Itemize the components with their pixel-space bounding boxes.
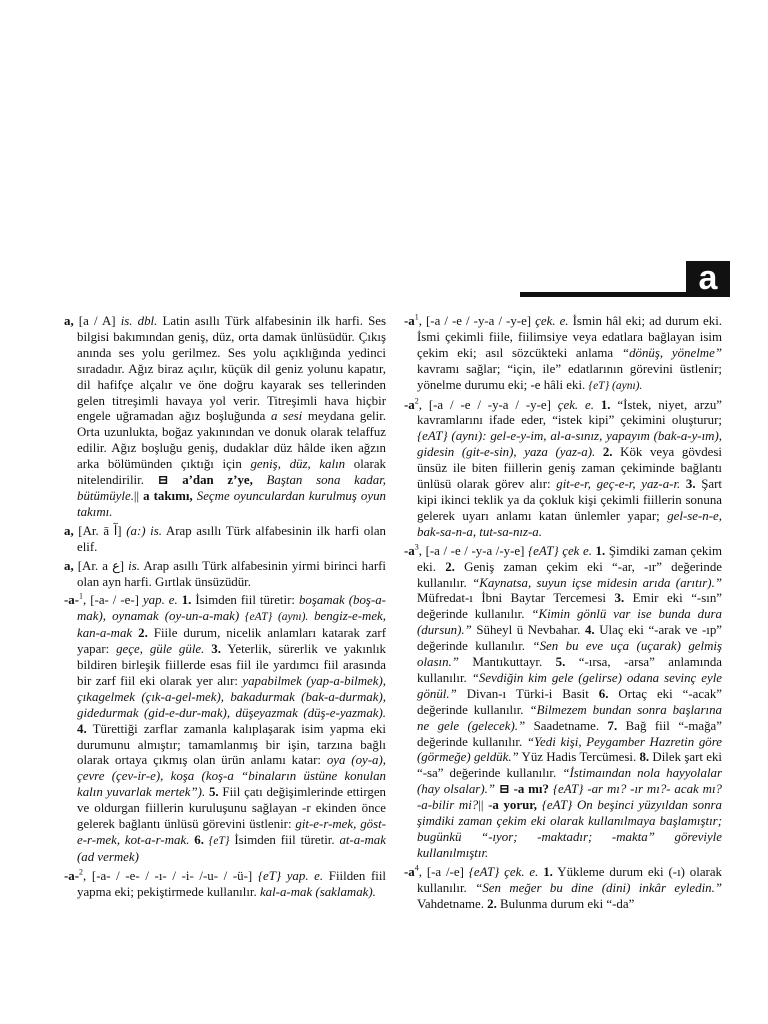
example-text: geniş, düz, kalın — [250, 457, 346, 472]
sub-headword: a takımı, — [143, 488, 193, 503]
headword-index: 2 — [79, 867, 84, 877]
entry-text: [Ar. ā — [73, 523, 114, 538]
headword-index: 1 — [414, 314, 419, 322]
entry-text: Geniş zaman çekim eki “-ar, -ır” değerinde kullanılır. — [417, 559, 722, 590]
sense-number: 3. — [211, 642, 221, 657]
entry-text: Fiile durum, nicelik anlamları katarak zarf yapar: — [77, 626, 386, 657]
entry-text: Yükleme durum eki (-ı) olarak kullanılır. — [417, 864, 722, 895]
sense-number: 8. — [639, 750, 650, 765]
headword: -a — [404, 397, 415, 412]
entry-text: Arap asıllı Türk alfabesinin ilk harfi olan elif. — [77, 523, 386, 554]
grammar-label: {eT} yap. e. — [257, 868, 324, 883]
entry-text: [Ar. a — [73, 558, 113, 573]
sense-number: 3. — [614, 591, 625, 606]
entry-text: Şimdiki zaman çekim eki. — [417, 543, 722, 574]
entry-text: İsimden fiil türetir: — [191, 593, 299, 608]
example-text: boşamak (boş-a-mak), oynamak (oy-un-a-mak) — [77, 593, 386, 624]
sense-number: 1. — [543, 864, 553, 879]
entry-text: , [-a / -e / -y-a /-y-e] — [418, 543, 529, 558]
source-name: Yüz Hadis Tercümesi. — [518, 750, 640, 765]
entry-text: ] — [119, 558, 129, 573]
sense-number: 2. — [138, 626, 148, 641]
sense-number: 2. — [602, 445, 613, 460]
definition-text: Seçme oyunculardan kurulmuş oyun takımı. — [77, 488, 386, 519]
definition-text: {eAT} On beşinci yüzyıldan sonra şimdiki zaman çekim eki olarak kullanılmaya başlamıştır; bugünkü “-ıyor; -maktadır; -makta” göreviyle kullanılmıştır. — [417, 798, 722, 860]
headword: a, — [64, 314, 74, 328]
quote-text: “Yedi kişi, Peygamber Hazretin göre (görmeğe) geldük.” — [417, 734, 722, 765]
entry-a-suffix-1 — [64, 593, 386, 865]
grammar-label: is. dbl. — [120, 314, 158, 328]
source-tag: {eAT} (aynı). — [239, 611, 315, 624]
entry-text: kavramı sağlar; “için, ile” edatlarının görevini üstlenir; yönelme durumu eki; -e hâli eki. — [417, 361, 722, 392]
example-text: geçe, güle güle. — [116, 642, 205, 657]
entry-text: “İstek, niyet, arzu” kavramlarını ifade eder, “istek kipi” çekimini oluşturur; — [417, 397, 722, 428]
example-text: gel-se-n-e, bak-sa-n-a, tut-sa-nız-a. — [417, 508, 722, 539]
entry-text: Bulunma durum eki “-da” — [496, 896, 635, 911]
entry-text: Şart kipi ikinci teklik ya da çokluk kişi çekimli fiillerin sonuna gelerek uyarı anlamı katan ünlemler yapar; — [417, 477, 722, 523]
source-name: Süheyl ü Nevbahar. — [471, 623, 585, 638]
entry-text: İsimden fiil türetir. — [229, 833, 340, 847]
header-rule — [520, 292, 686, 297]
sense-number: 6. — [598, 686, 609, 701]
entry-text: Kök veya gövdesi ünsüz ile biten fiillerin geniş zaman çekiminde bağlantı ünlüsü olarak görev alır: — [417, 445, 722, 492]
sense-number: 1. — [595, 543, 606, 558]
headword-index: 1 — [79, 592, 84, 602]
example-text: bengiz-e-mek, kan-a-mak — [77, 609, 386, 641]
sense-number: 4. — [584, 623, 595, 638]
entry-text: Dilek şart eki “-sa” değerinde kullanılır. — [417, 750, 722, 781]
source-tag: {eT} (aynı). — [588, 379, 643, 392]
sense-number: 1. — [600, 397, 611, 412]
left-column — [64, 314, 386, 1014]
example-text: yapabilmek (yap-a-bilmek), çıkagelmek (çık-a-gel-mek), bakadurmak (bak-a-durmak), gidedurmak (gid-e-dur-mak), düşeyazmak (düş-e-yazmak). — [77, 673, 386, 720]
entry-text: olarak nitelendirilir. — [77, 457, 386, 488]
headword-index: 3 — [414, 542, 419, 552]
entry-text: Fiil çatı değişimlerinde ettirgen ve oldurgan fiillerin kuruluşunu sağlayan -r ekinden önce gelerek bağlantı ünlüsü görevini üstlenir: — [77, 785, 386, 832]
sense-number: 1. — [181, 593, 192, 608]
sub-headword: a yorur, — [492, 798, 538, 813]
sense-number: 5. — [555, 655, 566, 670]
entry-text: Arap asıllı Türk alfabesinin yirmi birinci harfi olan ayn harfi. Gırtlak ünsüzüdür. — [77, 558, 386, 589]
entry-text: Emir eki “-sın” değerinde kullanılır. — [417, 591, 722, 622]
entry-a-latin — [64, 314, 386, 521]
source-name: Müfredat-ı İbni Baytar Tercemesi — [417, 591, 615, 606]
entry-a-case-1 — [404, 314, 722, 395]
quote-text: “Bilmezem bundan sonra başlarına ne gele (gelecek).” — [417, 702, 722, 733]
entry-text: İsmin hâl eki; ad durum eki. İsmi çekimli fiile, fiilimsiye veya edatlara bağlayan isim çekim eki; asıl sözcükteki anlama — [417, 314, 722, 360]
sense-number: 5. — [208, 785, 219, 800]
source-name: Vahdetname. — [417, 896, 488, 911]
source-name: Saadetname. — [525, 718, 608, 733]
entry-text: Fiilden fiil yapma eki; pekiştirmede kullanılır. — [77, 868, 386, 899]
space — [595, 445, 603, 459]
grammar-label: (a:) is. — [126, 523, 162, 538]
entry-text: Türettiği zarflar zamanla kalıplaşarak isim yapma eki durumunu almıştır; tamamlanmış bir işin, tarzına bağlı olarak ortaya çıkmış olan ürün anlamı katar: — [77, 721, 386, 768]
sense-number: 6. — [194, 833, 204, 847]
entry-text: , [-a- / -e-] — [83, 593, 143, 608]
headword: -a- — [64, 593, 80, 608]
headword: -a- — [64, 868, 80, 883]
space — [594, 398, 601, 412]
example-text: git-e-r-mek, göst-e-r-mek, kot-a-r-mak. — [77, 817, 386, 847]
headword-index: 4 — [414, 863, 419, 873]
sub-headword: ⊟ a’dan z’ye, — [157, 473, 253, 488]
entry-text: Ulaç eki “-arak ve -ıp” değerinde kullanılır. — [417, 623, 722, 654]
example-text: a sesi — [270, 409, 303, 424]
arabic-letter: آ — [113, 523, 118, 538]
entry-a-case-3 — [404, 544, 722, 862]
quote-text: “İstimaından nola hayyolalar (hay olsalar).” — [417, 766, 722, 797]
quote-text: “Kimin gönlü var ise bunda dura (dursun).” — [417, 607, 722, 638]
entry-text: Latin asıllı Türk alfabesinin ilk harfi. Ses bilgisi bakımından geniş, düz, orta damak ünlüsüdür. Çıkış anında ses yolu gerilmez. Ses yolu açıklığında yedinci sıradadır. Ağız biraz açılır, küçük dil geniz yolunu kapatır, dil hafifçe alçalır ve öne doğru kayarak ses tellerinden gelen titreşimli havaya yol verir. Titreşimli hava hiçbir engele uğramadan ağız boşluğunda — [77, 314, 386, 424]
quote-text: “Kaynatsa, suyun içse midesin arıda (arıtır).” — [472, 575, 722, 590]
entry-a-arabic-elif — [64, 524, 386, 556]
entry-a-case-4 — [404, 865, 722, 913]
quote-text: “Sen bu eve uça (uçarak) gelmiş olasın.” — [417, 639, 722, 670]
sense-number: 4. — [77, 721, 87, 736]
separator: || - — [478, 798, 493, 813]
entry-text: Yeterlik, sürerlik ve yakınlık bildiren birleşik fiillerde esas fiil ile yardımcı fiil arasında bir zarf fiil eki olarak yer alır: — [77, 642, 386, 688]
entry-a-case-2 — [404, 398, 722, 541]
headword: -a — [404, 864, 415, 879]
entry-text: “-ırsa, -arsa” anlamında kullanılır. — [417, 655, 722, 685]
right-column — [404, 314, 722, 1014]
definition-text: Baştan sona kadar, bütümüyle. — [77, 473, 386, 503]
grammar-label: çek. e. — [535, 314, 569, 328]
entry-text: , [-a / -e / -y-a / -y-e] — [418, 397, 558, 412]
example-text: “dönüş, yönelme” — [621, 345, 722, 360]
quote-text: “Sen meğer bu dine (dini) inkâr eyledin.” — [475, 880, 722, 895]
sense-number: 2. — [445, 559, 455, 574]
separator: || — [133, 488, 144, 503]
headword: a, — [64, 558, 74, 573]
entry-text: [a / A] — [73, 314, 121, 328]
example-text: oya (oy-a), çevre (çev-ir-e), koşa (koş-a “binaların üstüne konulan kalın yuvarlak mertek”). — [77, 753, 386, 800]
arabic-letter: ع — [112, 558, 120, 573]
entry-text: meydana gelir. Orta uzunlukta, boğaz yakınından ve donuk olarak telaffuz edilir. Ağız boşluğu geniş, dudaklar düz hâlde iken ağzın arka bölümünden çıktığı için — [77, 409, 386, 472]
entry-text: Ortaç eki “-acak” değerinde kullanılır. — [417, 686, 722, 717]
headword: -a — [404, 314, 415, 328]
definition-text: {eAT} -ar mı? -ır mı?- acak mı? -a-bilir mi? — [417, 782, 722, 813]
entry-text: , [-a- / -e- / -ı- / -i- /-u- / -ü-] — [83, 868, 258, 883]
source-name: Mantıkuttayr. — [458, 655, 556, 670]
grammar-label: yap. e. — [142, 593, 178, 608]
grammar-label: çek. e. — [557, 397, 594, 412]
example-text: git-e-r, geç-e-r, yaz-a-r. — [556, 477, 681, 492]
quote-text: “Sevdiğin kim gele (gelirse) odana sevinç eyle gönül.” — [417, 670, 722, 701]
entry-a-suffix-2 — [64, 869, 386, 901]
headword: a, — [64, 523, 74, 538]
entry-text: , [-a /-e] — [418, 864, 469, 879]
headword: -a — [404, 543, 415, 558]
example-text: kal-a-mak (saklamak). — [259, 884, 376, 899]
headword-index: 2 — [414, 396, 419, 406]
entry-text: , [-a / -e / -y-a / -y-e] — [418, 314, 536, 328]
sense-number: 3. — [685, 477, 696, 492]
grammar-label: {eAT} çek e. — [528, 543, 592, 558]
sense-number: 7. — [607, 718, 618, 733]
entry-a-arabic-ayn — [64, 559, 386, 591]
source-name: Divan-ı Türki-i Basit — [456, 686, 599, 701]
example-text: at-a-mak (ad vermek) — [77, 833, 386, 864]
sub-headword: ⊟ -a mı? — [498, 782, 549, 797]
entry-text: Bağ fiil “-mağa” değerinde kullanılır. — [417, 718, 722, 749]
section-letter-tab: a — [686, 261, 730, 297]
sense-number: 2. — [487, 896, 497, 911]
source-tag: {eT} — [208, 835, 230, 847]
grammar-label: is. — [128, 558, 140, 573]
example-text: {eAT} (aynı): gel-e-y-im, al-a-sınız, yapayım (bak-a-y-ım), gidesin (git-e-sin), yaza (yaz-a). — [417, 429, 722, 460]
entry-text: ] — [117, 523, 127, 538]
grammar-label: {eAT} çek. e. — [468, 864, 539, 879]
